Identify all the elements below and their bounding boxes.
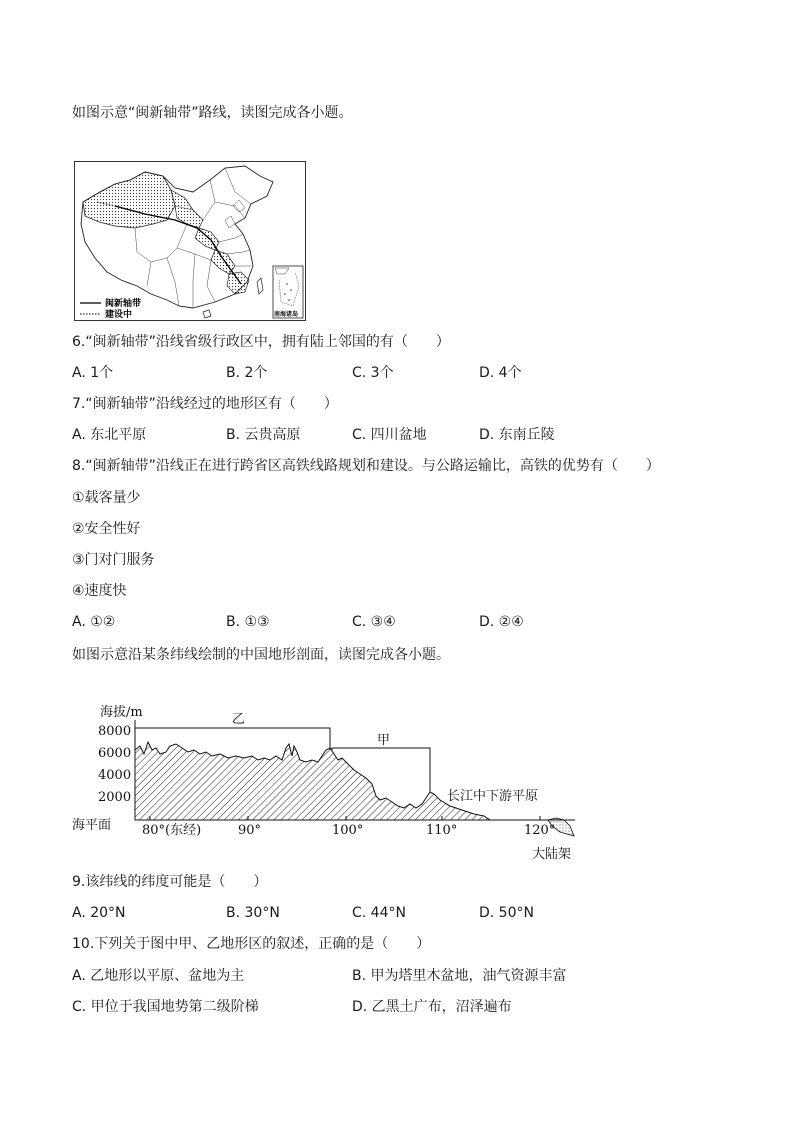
region-yi-bracket bbox=[135, 728, 330, 750]
q6-option-c[interactable]: C. 3个 bbox=[352, 365, 394, 381]
q6-option-b[interactable]: B. 2个 bbox=[226, 365, 268, 381]
q10-option-a[interactable]: A. 乙地形以平原、盆地为主 bbox=[72, 968, 245, 984]
q8-statement-4: ④速度快 bbox=[72, 583, 127, 599]
china-map-svg bbox=[75, 162, 305, 320]
y-tick-6000: 6000 bbox=[98, 746, 132, 761]
q7-option-b[interactable]: B. 云贵高原 bbox=[226, 427, 301, 443]
q8-option-a[interactable]: A. ①② bbox=[72, 614, 116, 630]
q8-statement-1: ①载客量少 bbox=[72, 490, 141, 506]
q10-option-b[interactable]: B. 甲为塔里木盆地，油气资源丰富 bbox=[352, 968, 567, 984]
q10-option-d[interactable]: D. 乙黑土广布，沼泽遍布 bbox=[352, 999, 512, 1015]
q8-option-c[interactable]: C. ③④ bbox=[352, 614, 396, 630]
terrain-profile-area bbox=[135, 742, 490, 820]
y-tick-2000: 2000 bbox=[98, 790, 132, 805]
y-tick-4000: 4000 bbox=[98, 768, 132, 783]
q7-option-c[interactable]: C. 四川盆地 bbox=[352, 427, 427, 443]
question-10-stem: 10.下列关于图中甲、乙地形区的叙述，正确的是（ ） bbox=[72, 936, 431, 952]
y-axis-label: 海拔/m bbox=[100, 705, 143, 720]
q9-option-b[interactable]: B. 30°N bbox=[226, 905, 280, 921]
plain-label: 长江中下游平原 bbox=[447, 789, 539, 804]
question-6-stem: 6.“闽新轴带”沿线省级行政区中，拥有陆上邻国的有（ ） bbox=[72, 334, 450, 350]
x-tick-100: 100° bbox=[332, 823, 364, 838]
terrain-profile-svg bbox=[70, 698, 590, 866]
q7-option-a[interactable]: A. 东北平原 bbox=[72, 427, 147, 443]
q8-statement-2: ②安全性好 bbox=[72, 521, 141, 537]
question-10-options-row1 bbox=[72, 967, 732, 985]
y-tick-8000: 8000 bbox=[98, 724, 132, 739]
x-tick-90: 90° bbox=[238, 823, 262, 838]
legend-built-label: 闽新轴带 bbox=[105, 299, 142, 309]
question-8-stem: 8.“闽新轴带”沿线正在进行跨省区高铁线路规划和建设。与公路运输比，高铁的优势有（ ） bbox=[72, 458, 660, 474]
x-tick-120: 120° bbox=[524, 823, 556, 838]
q9-option-a[interactable]: A. 20°N bbox=[72, 905, 126, 921]
x-tick-110: 110° bbox=[426, 823, 458, 838]
q8-statement-3: ③门对门服务 bbox=[72, 552, 155, 568]
taiwan-island bbox=[257, 278, 263, 294]
legend-building-label: 建设中 bbox=[105, 310, 133, 320]
q9-option-d[interactable]: D. 50°N bbox=[479, 905, 534, 921]
question-7-stem: 7.“闽新轴带”沿线经过的地形区有（ ） bbox=[72, 396, 338, 412]
q8-option-b[interactable]: B. ①③ bbox=[226, 614, 270, 630]
xinjiang-region bbox=[83, 172, 175, 228]
q6-option-a[interactable]: A. 1个 bbox=[72, 365, 114, 381]
sea-level-label: 海平面 bbox=[72, 818, 112, 833]
region-jia-label: 甲 bbox=[377, 733, 391, 748]
terrain-profile-figure bbox=[70, 698, 590, 866]
intro-text-map: 如图示意“闽新轴带”路线，读图完成各小题。 bbox=[72, 105, 353, 121]
hainan-island bbox=[203, 310, 211, 318]
intro-text-profile: 如图示意沿某条纬线绘制的中国地形剖面，读图完成各小题。 bbox=[72, 647, 450, 663]
question-8-options bbox=[72, 613, 732, 631]
region-yi-label: 乙 bbox=[232, 712, 246, 727]
q7-option-d[interactable]: D. 东南丘陵 bbox=[479, 427, 555, 443]
question-6-options bbox=[72, 364, 732, 382]
x-tick-80: 80°(东经) bbox=[142, 823, 202, 838]
question-10-options-row2 bbox=[72, 998, 732, 1016]
shelf-label: 大陆架 bbox=[532, 847, 572, 862]
q9-option-c[interactable]: C. 44°N bbox=[352, 905, 406, 921]
inset-label: 南海诸岛 bbox=[274, 311, 299, 318]
china-map-figure bbox=[74, 161, 306, 321]
question-9-options bbox=[72, 904, 732, 922]
q6-option-d[interactable]: D. 4个 bbox=[479, 365, 522, 381]
question-9-stem: 9.该纬线的纬度可能是（ ） bbox=[72, 874, 268, 890]
q8-option-d[interactable]: D. ②④ bbox=[479, 614, 524, 630]
question-7-options bbox=[72, 426, 732, 444]
q10-option-c[interactable]: C. 甲位于我国地势第二级阶梯 bbox=[72, 999, 259, 1015]
